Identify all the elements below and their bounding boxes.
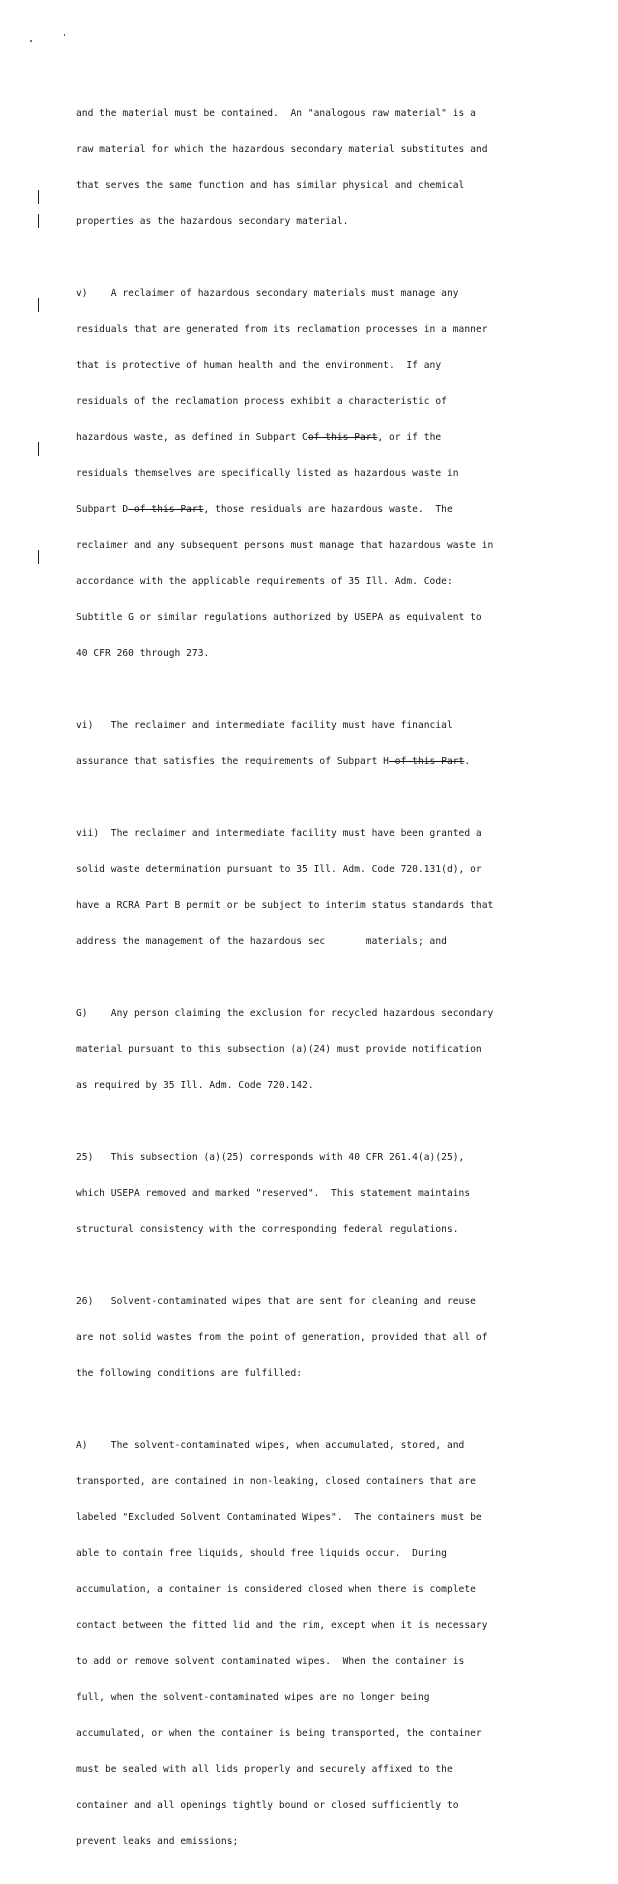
text-line: material pursuant to this subsection (a)(24) must provide notification bbox=[76, 1044, 482, 1055]
text-segment: , those residuals are hazardous waste. The bbox=[203, 504, 453, 515]
text-line: vi) The reclaimer and intermediate facility must have financial bbox=[76, 720, 453, 731]
text-line: accordance with the applicable requirements of 35 Ill. Adm. Code: bbox=[76, 576, 453, 587]
struck-text: of this Part bbox=[307, 432, 378, 443]
text-line: the following conditions are fulfilled: bbox=[76, 1368, 303, 1379]
revision-margin-bar bbox=[38, 214, 39, 228]
text-line: which USEPA removed and marked "reserved". This statement maintains bbox=[76, 1188, 471, 1199]
text-line: vii) The reclaimer and intermediate facility must have been granted a bbox=[76, 828, 482, 839]
text-line: that is protective of human health and the environment. If any bbox=[76, 360, 442, 371]
text-segment: . bbox=[464, 756, 471, 767]
text-line bbox=[76, 756, 556, 768]
text-line: have a RCRA Part B permit or be subject to interim status standards that bbox=[76, 900, 494, 911]
text-line: A) The solvent-contaminated wipes, when accumulated, stored, and bbox=[76, 1440, 465, 1451]
text-line: as required by 35 Ill. Adm. Code 720.142. bbox=[76, 1080, 314, 1091]
paragraph-26 bbox=[76, 1272, 556, 1404]
paragraph-A bbox=[76, 1416, 556, 1872]
text-line: prevent leaks and emissions; bbox=[76, 1836, 239, 1847]
text-line: transported, are contained in non-leaking, closed containers that are bbox=[76, 1476, 476, 1487]
struck-text: of this Part bbox=[388, 756, 465, 767]
revision-margin-bar bbox=[38, 298, 39, 312]
text-line: structural consistency with the corresponding federal regulations. bbox=[76, 1224, 459, 1235]
text-line: must be sealed with all lids properly and securely affixed to the bbox=[76, 1764, 453, 1775]
revision-margin-bar bbox=[38, 442, 39, 456]
text-line: solid waste determination pursuant to 35 Ill. Adm. Code 720.131(d), or bbox=[76, 864, 482, 875]
revision-margin-bar bbox=[38, 550, 39, 564]
text-line: labeled "Excluded Solvent Contaminated Wipes". The containers must be bbox=[76, 1512, 482, 1523]
text-line: container and all openings tightly bound or closed sufficiently to bbox=[76, 1800, 459, 1811]
text-segment: assurance that satisfies the requirements of Subpart H bbox=[76, 756, 389, 767]
text-line: v) A reclaimer of hazardous secondary materials must manage any bbox=[76, 288, 459, 299]
text-line: residuals of the reclamation process exhibit a characteristic of bbox=[76, 396, 447, 407]
text-segment: Subpart D bbox=[76, 504, 129, 515]
paragraph-25 bbox=[76, 1128, 556, 1260]
text-line: that serves the same function and has similar physical and chemical bbox=[76, 180, 465, 191]
struck-text: of this Part bbox=[128, 504, 204, 515]
text-line: G) Any person claiming the exclusion for recycled hazardous secondary bbox=[76, 1008, 494, 1019]
text-line bbox=[76, 432, 556, 444]
text-line: contact between the fitted lid and the rim, except when it is necessary bbox=[76, 1620, 488, 1631]
paragraph-G bbox=[76, 984, 556, 1116]
text-line: Subtitle G or similar regulations authorized by USEPA as equivalent to bbox=[76, 612, 482, 623]
text-line: accumulation, a container is considered closed when there is complete bbox=[76, 1584, 476, 1595]
text-segment: , or if the bbox=[377, 432, 442, 443]
text-line: properties as the hazardous secondary material. bbox=[76, 216, 349, 227]
scan-speck bbox=[30, 40, 32, 42]
document-body bbox=[76, 84, 556, 1884]
text-line: reclaimer and any subsequent persons must manage that hazardous waste in bbox=[76, 540, 494, 551]
paragraph-v bbox=[76, 264, 556, 684]
text-line: accumulated, or when the container is being transported, the container bbox=[76, 1728, 482, 1739]
text-line: to add or remove solvent contaminated wipes. When the container is bbox=[76, 1656, 465, 1667]
text-line: 40 CFR 260 through 273. bbox=[76, 648, 210, 659]
text-line: residuals themselves are specifically listed as hazardous waste in bbox=[76, 468, 459, 479]
text-segment: hazardous waste, as defined in Subpart C bbox=[76, 432, 308, 443]
text-line: 26) Solvent-contaminated wipes that are sent for cleaning and reuse bbox=[76, 1296, 476, 1307]
scan-speck bbox=[64, 34, 65, 36]
text-line: are not solid wastes from the point of generation, provided that all of bbox=[76, 1332, 488, 1343]
revision-margin-bar bbox=[38, 190, 39, 204]
text-line: full, when the solvent-contaminated wipes are no longer being bbox=[76, 1692, 430, 1703]
text-line: raw material for which the hazardous secondary material substitutes and bbox=[76, 144, 488, 155]
text-line bbox=[76, 504, 556, 516]
text-line: residuals that are generated from its reclamation processes in a manner bbox=[76, 324, 488, 335]
paragraph-vii bbox=[76, 804, 556, 972]
text-line: and the material must be contained. An "analogous raw material" is a bbox=[76, 108, 476, 119]
text-line: address the management of the hazardous sec materials; and bbox=[76, 936, 447, 947]
paragraph-vi bbox=[76, 696, 556, 792]
paragraph-intro bbox=[76, 84, 556, 252]
text-line: able to contain free liquids, should free liquids occur. During bbox=[76, 1548, 447, 1559]
text-line: 25) This subsection (a)(25) corresponds with 40 CFR 261.4(a)(25), bbox=[76, 1152, 465, 1163]
